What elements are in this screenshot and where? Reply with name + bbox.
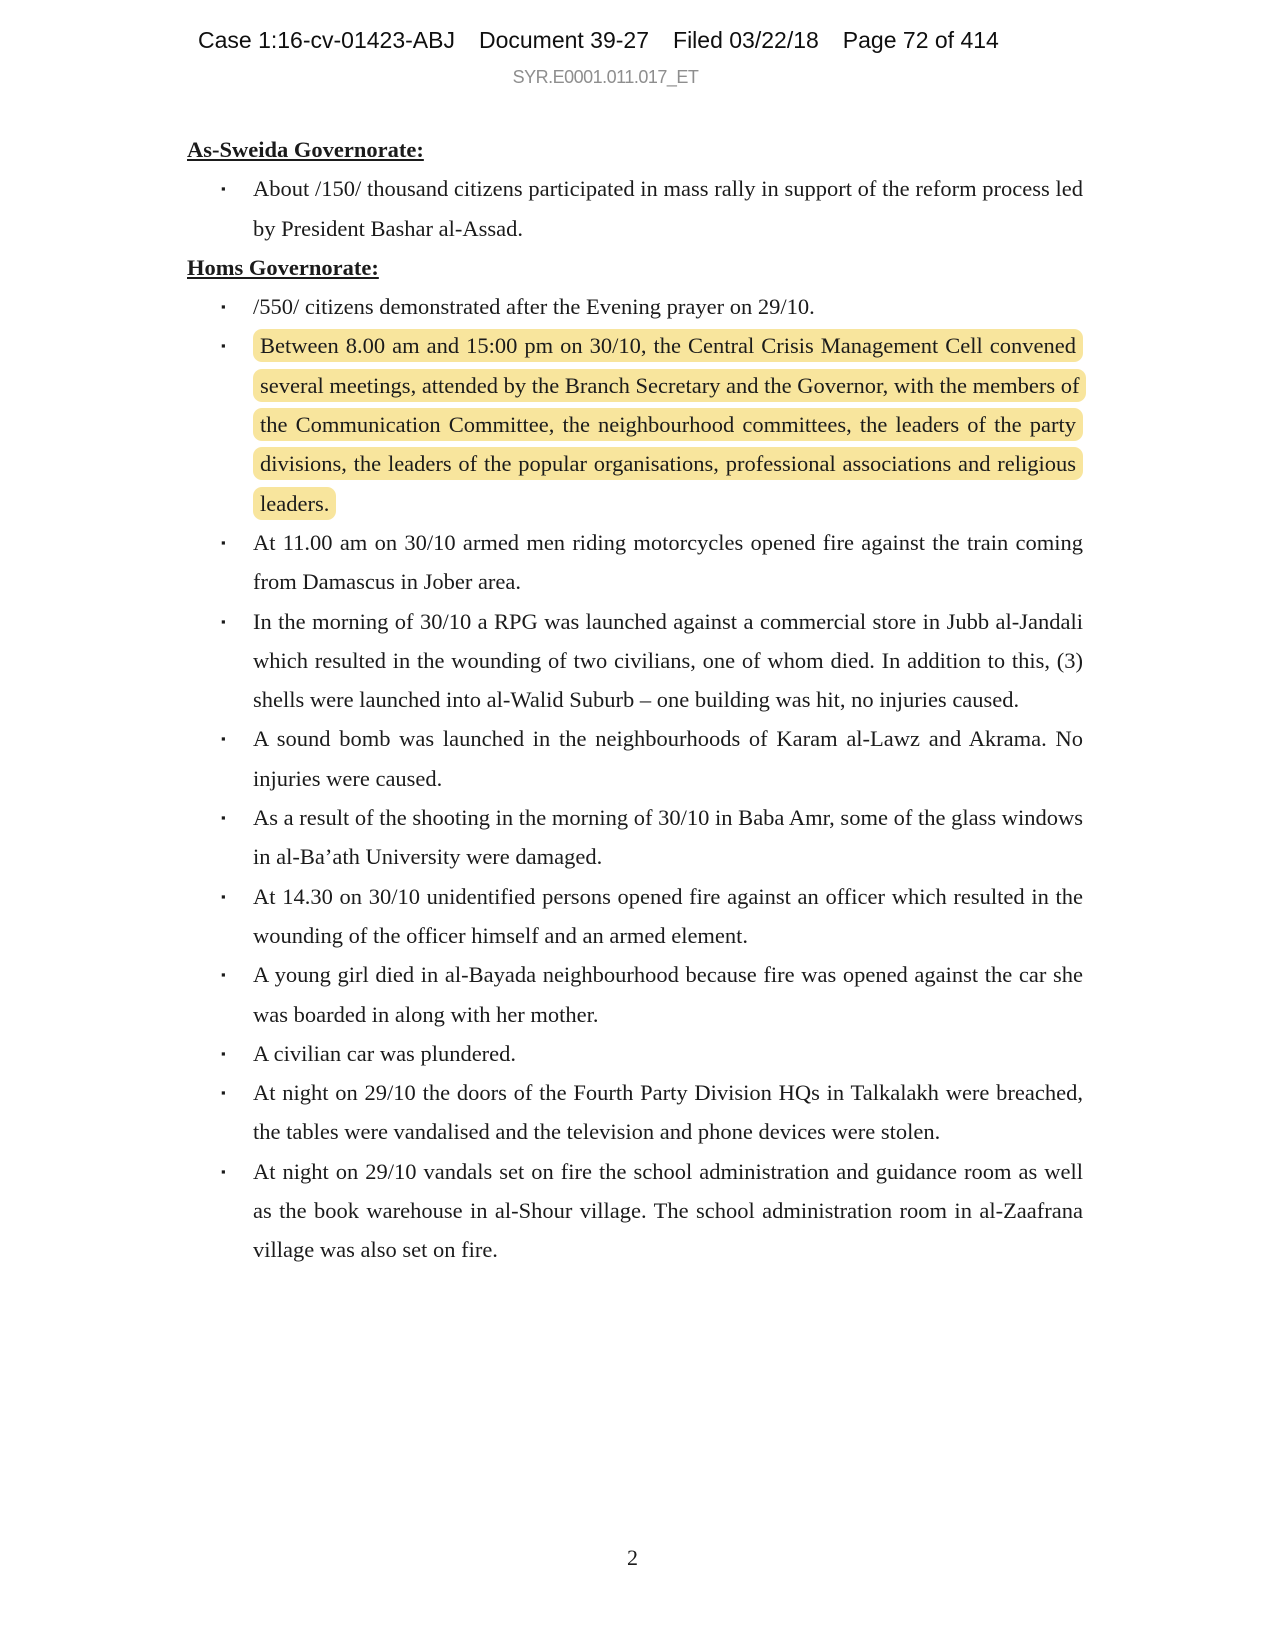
- bullet-square-icon: ▪: [221, 1085, 226, 1101]
- bullet-passage: A young girl died in al-Bayada neighbourhood because fire was opened against the car she was boarded in along with her mother.: [253, 962, 1083, 1027]
- bullet-item: [187, 1073, 1083, 1152]
- bullet-item: [187, 326, 1083, 522]
- bullet-text: [253, 1152, 1083, 1270]
- bullet-text: [253, 877, 1083, 956]
- highlighted-passage: Between 8.00 am and 15:00 pm on 30/10, the Central Crisis Management Cell convened several meetings, attended by the Branch Secretary and the Governor, with the members of the Communication Committee, the neighbourhood committees, the leaders of the party divisions, the leaders of the popular organisations, professional associations and religious leaders.: [253, 329, 1086, 519]
- bullet-item: [187, 287, 1083, 326]
- bullet-item: [187, 1152, 1083, 1270]
- document-body: [187, 130, 1083, 1270]
- bullet-square-icon: ▪: [221, 181, 226, 197]
- section-heading: As-Sweida Governorate:: [187, 137, 424, 162]
- bullet-text: [253, 1034, 1083, 1073]
- bullet-passage: At 14.30 on 30/10 unidentified persons opened fire against an officer which resulted in the wounding of the officer himself and an armed element.: [253, 883, 1083, 948]
- page-number: 2: [627, 1545, 638, 1570]
- bullet-square-icon: ▪: [221, 810, 226, 826]
- bullet-text: [253, 523, 1083, 602]
- bullet-text: [253, 326, 1083, 522]
- document-number: Document 39-27: [478, 27, 650, 53]
- bullet-passage: About /150/ thousand citizens participated in mass rally in support of the reform process led by President Bashar al-Assad.: [253, 176, 1083, 241]
- bullet-square-icon: ▪: [221, 888, 226, 904]
- bullet-passage: A civilian car was plundered.: [253, 1040, 517, 1066]
- bullet-text: [253, 955, 1083, 1034]
- bullet-text: [253, 602, 1083, 720]
- bullet-square-icon: ▪: [221, 1045, 226, 1061]
- case-number: Case 1:16-cv-01423-ABJ: [198, 27, 455, 53]
- bullet-passage: A sound bomb was launched in the neighbourhoods of Karam al-Lawz and Akrama. No injuries were caused.: [253, 726, 1083, 791]
- exhibit-stamp: SYR.E0001.011.017_ET: [512, 67, 699, 87]
- bullet-passage: As a result of the shooting in the morning of 30/10 in Baba Amr, some of the glass windows in al-Ba’ath University were damaged.: [253, 805, 1083, 870]
- bullet-text: [253, 798, 1083, 877]
- bullet-passage: At night on 29/10 vandals set on fire the school administration and guidance room as well as the book warehouse in al-Shour village. The school administration room in al-Zaafrana village was also set on fire.: [253, 1158, 1083, 1263]
- bullet-item: [187, 169, 1083, 248]
- bullet-square-icon: ▪: [221, 731, 226, 747]
- bullet-text: [253, 169, 1083, 248]
- bullet-square-icon: ▪: [221, 613, 226, 629]
- bullet-text: [253, 287, 1083, 326]
- bullet-square-icon: ▪: [221, 299, 226, 315]
- bullet-passage: At 11.00 am on 30/10 armed men riding motorcycles opened fire against the train coming from Damascus in Jober area.: [253, 529, 1083, 595]
- page-count: Page 72 of 414: [842, 27, 999, 53]
- bullet-item: [187, 523, 1083, 602]
- bullet-item: [187, 1034, 1083, 1073]
- bullet-item: [187, 955, 1083, 1034]
- section-heading: Homs Governorate:: [187, 254, 379, 280]
- bullet-item: [187, 602, 1083, 720]
- bullet-square-icon: ▪: [221, 338, 226, 354]
- court-header: [198, 27, 999, 54]
- bullet-square-icon: ▪: [221, 1163, 226, 1179]
- bullet-square-icon: ▪: [221, 534, 226, 550]
- bullet-item: [187, 877, 1083, 956]
- bullet-passage: /550/ citizens demonstrated after the Evening prayer on 29/10.: [253, 294, 815, 320]
- bullet-item: [187, 798, 1083, 877]
- bullet-passage: At night on 29/10 the doors of the Fourth Party Division HQs in Talkalakh were breached, the tables were vandalised and the television and phone devices were stolen.: [253, 1080, 1083, 1145]
- bullet-text: [253, 1073, 1083, 1152]
- bullet-square-icon: ▪: [221, 967, 226, 983]
- bullet-passage: In the morning of 30/10 a RPG was launched against a commercial store in Jubb al-Jandali which resulted in the wounding of two civilians, one of whom died. In addition to this, (3) shells were launched into al-Walid Suburb – one building was hit, no injuries caused.: [253, 608, 1083, 713]
- filed-date: Filed 03/22/18: [673, 27, 819, 53]
- bullet-text: [253, 719, 1083, 798]
- bullet-item: [187, 719, 1083, 798]
